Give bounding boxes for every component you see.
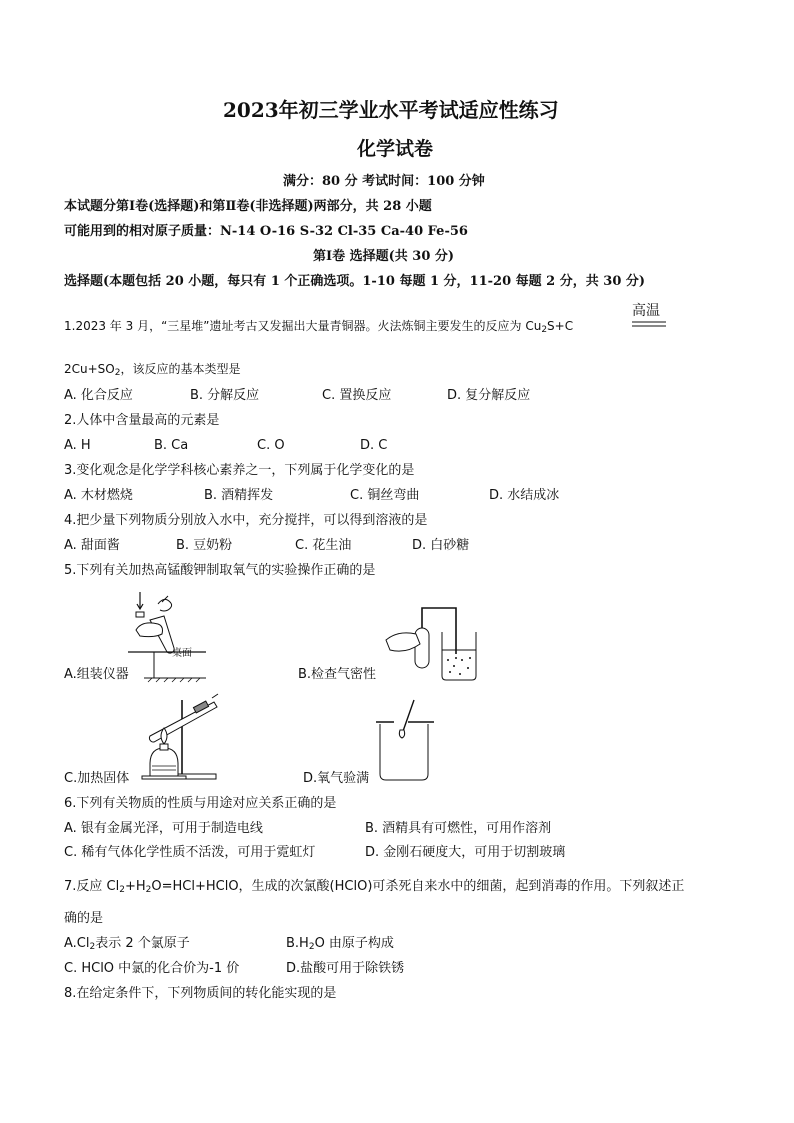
q2-stem: 2.人体中含量最高的元素是: [64, 413, 220, 428]
q5-option-b[interactable]: B.检查气密性: [298, 667, 377, 682]
q6-option-c[interactable]: C. 稀有气体化学性质不活泼，可用于霓虹灯: [64, 845, 316, 860]
q6-option-d[interactable]: D. 金刚石硬度大，可用于切割玻璃: [365, 845, 566, 860]
q1-option-d[interactable]: D. 复分解反应: [447, 388, 531, 403]
figure-table-label: 桌面: [172, 648, 192, 659]
q7-option-b[interactable]: $B.H_2O$ 由原子构成: [286, 936, 394, 952]
q6-option-b[interactable]: B. 酒精具有可燃性，可用作溶剂: [365, 821, 552, 836]
atomic-masses: 可能用到的相对原子质量：N-14 O-16 S-32 Cl-35 Ca-40 Fe-56: [64, 224, 468, 239]
figure-oxygen-full-check: [374, 700, 436, 782]
exam-structure: 本试题分第Ⅰ卷(选择题)和第Ⅱ卷(非选择题)两部分，共 28 小题: [64, 199, 432, 214]
q1-option-a[interactable]: A. 化合反应: [64, 388, 133, 403]
q5-option-a[interactable]: A.组装仪器: [64, 667, 129, 682]
q5-option-c[interactable]: C.加热固体: [64, 771, 130, 786]
q3-option-d[interactable]: D. 水结成冰: [489, 488, 560, 503]
q7-option-d[interactable]: D.盐酸可用于除铁锈: [286, 961, 405, 976]
q7-stem: 7.反应 $Cl_2+H_2O=HCl+HClO$，生成的次氯酸(HClO)可杀死自来水中的细菌，起到消毒的作用。下列叙述正: [64, 879, 685, 895]
q6-option-a[interactable]: A. 银有金属光泽，可用于制造电线: [64, 821, 263, 836]
q1-stem: 1.2023 年 3 月，“三星堆”遗址考古又发掘出大量青铜器。火法炼铜主要发生的反应为 $Cu_2S+C$: [64, 319, 574, 335]
q1-condition: 高温: [632, 303, 660, 319]
q4-option-c[interactable]: C. 花生油: [295, 538, 352, 553]
q5-option-d[interactable]: D.氧气验满: [303, 771, 370, 786]
q1-stem-cont: $2Cu+SO_2$，该反应的基本类型是: [64, 362, 241, 378]
q4-option-b[interactable]: B. 豆奶粉: [176, 538, 233, 553]
q4-option-a[interactable]: A. 甜面酱: [64, 538, 120, 553]
q7-option-a[interactable]: $A.Cl_2$表示 2 个氯原子: [64, 936, 190, 952]
exam-title: 2023年初三学业水平考试适应性练习: [223, 98, 559, 122]
exam-subtitle: 化学试卷: [357, 138, 434, 160]
score-time: 满分：80 分 考试时间：100 分钟: [283, 174, 485, 189]
q4-stem: 4.把少量下列物质分别放入水中，充分搅拌，可以得到溶液的是: [64, 513, 428, 528]
q1-option-c[interactable]: C. 置换反应: [322, 388, 392, 403]
q6-stem: 6.下列有关物质的性质与用途对应关系正确的是: [64, 796, 337, 811]
q7-stem-line2: 确的是: [64, 911, 104, 926]
q1-option-b[interactable]: B. 分解反应: [190, 388, 260, 403]
q7-option-c[interactable]: C. HClO 中氯的化合价为-1 价: [64, 961, 240, 976]
q5-stem: 5.下列有关加热高锰酸钾制取氧气的实验操作正确的是: [64, 563, 376, 578]
q1-equals-sign: [632, 320, 666, 330]
q2-option-b[interactable]: B. Ca: [154, 438, 189, 453]
q8-stem: 8.在给定条件下，下列物质间的转化能实现的是: [64, 986, 337, 1001]
section-note: 选择题(本题包括 20 小题，每只有 1 个正确选项。1-10 每题 1 分，11-20 每题 2 分，共 30 分): [64, 274, 646, 289]
q2-option-a[interactable]: A. H: [64, 438, 91, 453]
figure-assemble-apparatus: [128, 590, 208, 682]
q3-option-b[interactable]: B. 酒精挥发: [204, 488, 274, 503]
figure-heating-solid: [120, 694, 220, 780]
part1-title: 第Ⅰ卷 选择题(共 30 分): [313, 249, 455, 264]
q3-stem: 3.变化观念是化学学科核心素养之一，下列属于化学变化的是: [64, 463, 415, 478]
q4-option-d[interactable]: D. 白砂糖: [412, 538, 470, 553]
q2-option-c[interactable]: C. O: [257, 438, 285, 453]
figure-airtightness-check: [382, 604, 480, 682]
q2-option-d[interactable]: D. C: [360, 438, 388, 453]
q3-option-c[interactable]: C. 铜丝弯曲: [350, 488, 420, 503]
q3-option-a[interactable]: A. 木材燃烧: [64, 488, 133, 503]
